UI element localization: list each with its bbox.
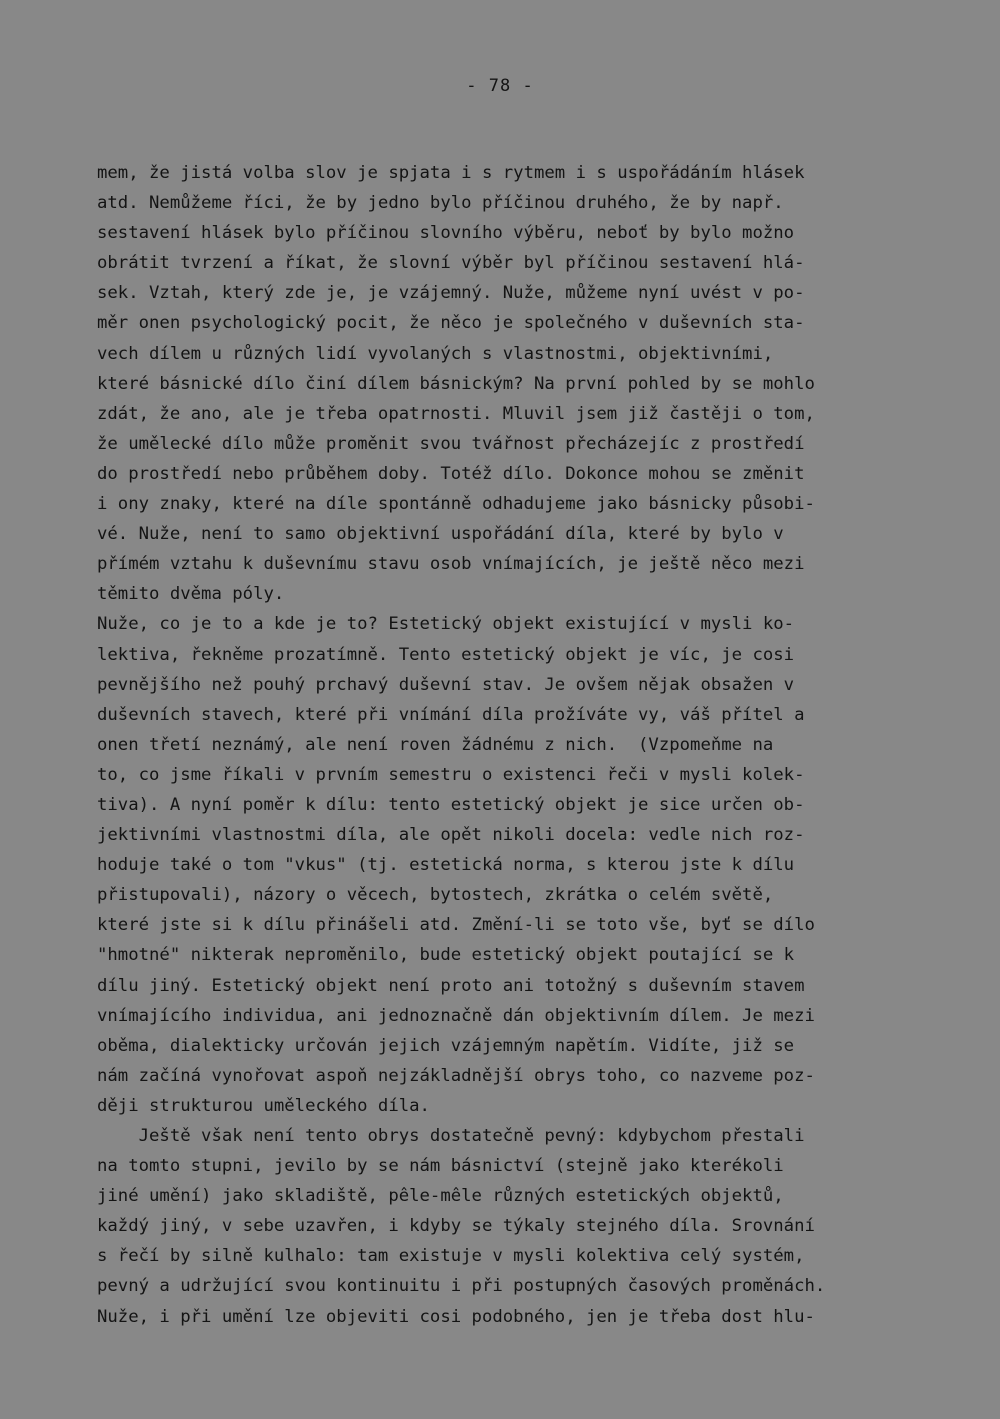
- text-line: zdát, že ano, ale je třeba opatrnosti. Mluvil jsem již častěji o tom,: [97, 403, 815, 424]
- text-line: obrátit tvrzení a říkat, že slovní výběr byl příčinou sestavení hlá-: [97, 253, 805, 274]
- text-line: to, co jsme říkali v prvním semestru o existenci řeči v mysli kolek-: [97, 764, 805, 785]
- text-line: tiva). A nyní poměr k dílu: tento estetický objekt je sice určen ob-: [97, 794, 805, 815]
- text-line: pevnějšího než pouhý prchavý duševní stav. Je ovšem nějak obsažen v: [97, 674, 795, 695]
- text-line: sek. Vztah, který zde je, je vzájemný. Nuže, můžeme nyní uvést v po-: [97, 283, 805, 304]
- text-line: přímém vztahu k duševnímu stavu osob vnímajících, je ještě něco mezi: [97, 554, 805, 575]
- text-line: Nuže, i při umění lze objeviti cosi podobného, jen je třeba dost hlu-: [97, 1306, 815, 1327]
- text-line: ději strukturou uměleckého díla.: [97, 1095, 430, 1116]
- text-line: lektiva, řekněme prozatímně. Tento estetický objekt je víc, je cosi: [97, 644, 795, 665]
- text-line: Ještě však není tento obrys dostatečně pevný: kdybychom přestali: [97, 1126, 805, 1146]
- text-line: i ony znaky, které na díle spontánně odhadujeme jako básnicky působi-: [97, 494, 815, 515]
- text-line: vnímajícího individua, ani jednoznačně dán objektivním dílem. Je mezi: [97, 1005, 815, 1026]
- body-text: [97, 158, 937, 1332]
- page-number: - 78 -: [466, 76, 534, 96]
- text-line: které básnické dílo činí dílem básnickým? Na první pohled by se mohlo: [97, 373, 815, 394]
- text-line: na tomto stupni, jevilo by se nám básnictví (stejně jako kterékoli: [97, 1156, 784, 1177]
- text-line: do prostředí nebo průběhem doby. Totéž dílo. Dokonce mohou se změnit: [97, 463, 805, 484]
- text-line: vech dílem u různých lidí vyvolaných s vlastnostmi, objektivními,: [97, 343, 774, 364]
- text-line: duševních stavech, které při vnímání díla prožíváte vy, váš přítel a: [97, 704, 805, 725]
- text-line: měr onen psychologický pocit, že něco je společného v duševních sta-: [97, 313, 805, 334]
- text-line: mem, že jistá volba slov je spjata i s rytmem i s uspořádáním hlásek: [97, 163, 805, 183]
- text-line: hoduje také o tom "vkus" (tj. estetická norma, s kterou jste k dílu: [97, 855, 795, 876]
- text-line: atd. Nemůžeme říci, že by jedno bylo příčinou druhého, že by např.: [97, 193, 784, 214]
- text-line: s řečí by silně kulhalo: tam existuje v mysli kolektiva celý systém,: [97, 1246, 805, 1267]
- text-line: každý jiný, v sebe uzavřen, i kdyby se týkaly stejného díla. Srovnání: [97, 1216, 815, 1237]
- text-line: pevný a udržující svou kontinuitu i při postupných časových proměnách.: [97, 1276, 826, 1297]
- text-line: jektivními vlastnostmi díla, ale opět nikoli docela: vedle nich roz-: [97, 825, 805, 846]
- text-line: přistupovali), názory o věcech, bytostech, zkrátka o celém světě,: [97, 885, 774, 906]
- text-line: onen třetí neznámý, ale není roven žádnému z nich. (Vzpomeňme na: [97, 734, 774, 755]
- text-line: jiné umění) jako skladiště, pêle-mêle různých estetických objektů,: [97, 1186, 784, 1207]
- text-line: že umělecké dílo může proměnit svou tvářnost přecházejíc z prostředí: [97, 433, 805, 454]
- text-line: nám začíná vynořovat aspoň nejzákladnější obrys toho, co nazveme poz-: [97, 1065, 815, 1086]
- text-line: těmito dvěma póly.: [97, 584, 285, 605]
- text-line: vé. Nuže, není to samo objektivní uspořádání díla, které by bylo v: [97, 524, 784, 545]
- text-line: které jste si k dílu přinášeli atd. Změní-li se toto vše, byť se dílo: [97, 915, 815, 936]
- text-line: Nuže, co je to a kde je to? Estetický objekt existující v mysli ko-: [97, 614, 795, 635]
- text-line: "hmotné" nikterak neproměnilo, bude estetický objekt poutající se k: [97, 945, 795, 966]
- text-line: oběma, dialekticky určován jejich vzájemným napětím. Vidíte, již se: [97, 1035, 795, 1056]
- text-line: dílu jiný. Estetický objekt není proto ani totožný s duševním stavem: [97, 975, 805, 996]
- text-line: sestavení hlásek bylo příčinou slovního výběru, neboť by bylo možno: [97, 223, 795, 244]
